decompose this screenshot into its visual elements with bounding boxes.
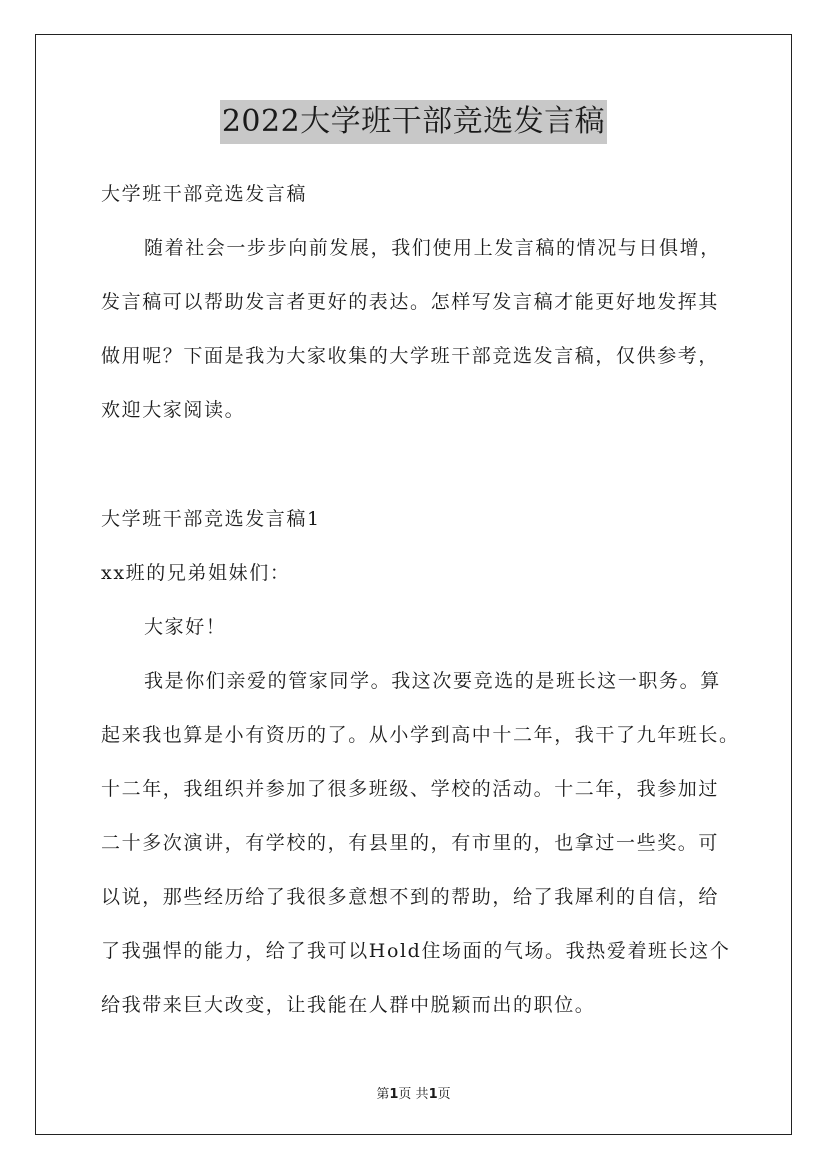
body-line-3: 十二年，我组织并参加了很多班级、学校的活动。十二年，我参加过 xyxy=(101,778,720,800)
footer-total-pages: 1 xyxy=(428,1087,438,1102)
footer-suffix: 页 xyxy=(437,1087,451,1102)
body-line-2: 起来我也算是小有资历的了。从小学到高中十二年，我干了九年班长。 xyxy=(101,724,740,746)
footer-page-number: 1 xyxy=(389,1087,399,1102)
subtitle: 大学班干部竞选发言稿 xyxy=(101,183,308,205)
page-footer xyxy=(0,1083,827,1102)
greeting: 大家好！ xyxy=(144,616,227,638)
intro-line-1: 随着社会一步步向前发展，我们使用上发言稿的情况与日俱增， xyxy=(144,237,721,259)
intro-line-4: 欢迎大家阅读。 xyxy=(101,399,246,421)
document-title: 2022大学班干部竞选发言稿 xyxy=(220,100,607,144)
body-line-7: 给我带来巨大改变，让我能在人群中脱颖而出的职位。 xyxy=(101,994,596,1016)
body-line-6: 了我强悍的能力，给了我可以Hold住场面的气场。我热爱着班长这个 xyxy=(101,940,731,962)
body-line-4: 二十多次演讲，有学校的，有县里的，有市里的，也拿过一些奖。可 xyxy=(101,832,720,854)
salutation: xx班的兄弟姐妹们： xyxy=(101,562,291,584)
body-line-5: 以说，那些经历给了我很多意想不到的帮助，给了我犀利的自信，给 xyxy=(101,886,720,908)
body-line-1: 我是你们亲爱的管家同学。我这次要竞选的是班长这一职务。算 xyxy=(144,670,721,692)
title-container xyxy=(0,100,827,144)
intro-line-3: 做用呢？下面是我为大家收集的大学班干部竞选发言稿，仅供参考， xyxy=(101,345,720,367)
section-heading: 大学班干部竞选发言稿1 xyxy=(101,508,321,530)
footer-prefix: 第 xyxy=(376,1087,390,1102)
footer-mid: 页 共 xyxy=(398,1087,429,1102)
intro-line-2: 发言稿可以帮助发言者更好的表达。怎样写发言稿才能更好地发挥其 xyxy=(101,291,720,313)
